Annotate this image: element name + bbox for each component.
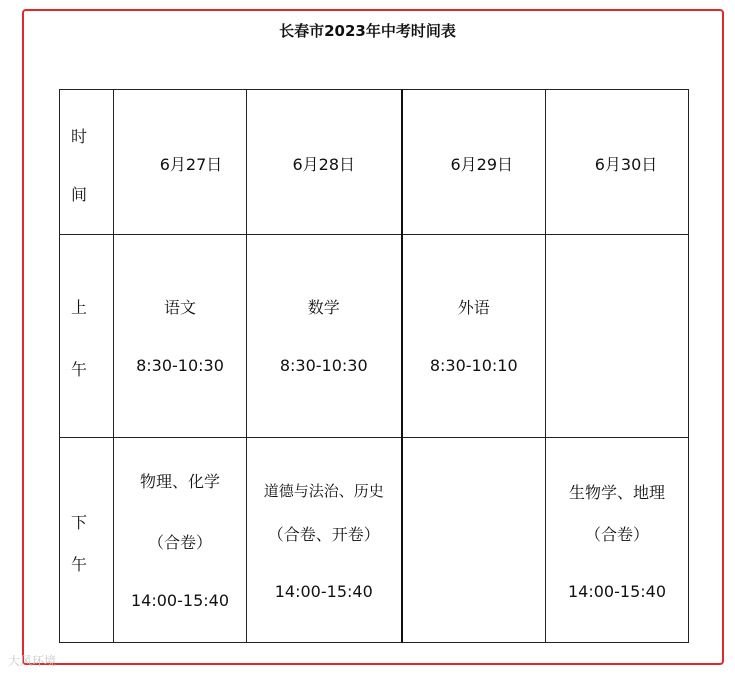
table-row bbox=[60, 438, 689, 643]
exam-note: （合卷） bbox=[584, 525, 649, 544]
morning-label-char: 午 bbox=[71, 360, 88, 379]
exam-subject: 道德与法治、历史 bbox=[263, 482, 384, 500]
table-row bbox=[60, 90, 689, 235]
afternoon-label-char: 下 bbox=[71, 513, 88, 532]
time-label-char: 间 bbox=[71, 185, 88, 204]
exam-time: 14:00-15:40 bbox=[568, 582, 666, 601]
exam-time: 8:30-10:10 bbox=[429, 356, 518, 375]
exam-note: （合卷） bbox=[147, 533, 212, 552]
exam-cell bbox=[402, 235, 546, 438]
exam-cell bbox=[247, 438, 402, 643]
exam-cell bbox=[114, 235, 247, 438]
exam-time: 8:30-10:30 bbox=[136, 356, 224, 375]
afternoon-label-cell bbox=[60, 438, 114, 643]
date-label: 6月27日 bbox=[159, 155, 223, 174]
date-header-cell bbox=[402, 90, 546, 235]
page-title: 长春市2023年中考时间表 bbox=[279, 22, 456, 40]
exam-cell bbox=[247, 235, 402, 438]
morning-label-cell bbox=[60, 235, 114, 438]
exam-subject: 语文 bbox=[163, 298, 196, 317]
exam-subject: 数学 bbox=[307, 298, 340, 317]
date-header-cell bbox=[114, 90, 247, 235]
time-label-char: 时 bbox=[71, 127, 88, 146]
exam-schedule-table bbox=[59, 89, 689, 643]
time-label-cell bbox=[60, 90, 114, 235]
date-header-cell bbox=[546, 90, 689, 235]
exam-note: （合卷、开卷） bbox=[267, 525, 380, 544]
morning-label-char: 上 bbox=[71, 298, 88, 317]
exam-cell bbox=[546, 438, 689, 643]
exam-cell-empty bbox=[546, 235, 689, 438]
exam-subject: 物理、化学 bbox=[139, 472, 220, 491]
exam-time: 8:30-10:30 bbox=[279, 356, 368, 375]
exam-cell-empty bbox=[402, 438, 546, 643]
table-row bbox=[60, 235, 689, 438]
date-header-cell bbox=[247, 90, 402, 235]
date-label: 6月28日 bbox=[292, 155, 356, 174]
exam-time: 14:00-15:40 bbox=[274, 582, 373, 601]
exam-cell bbox=[114, 438, 247, 643]
date-label: 6月30日 bbox=[594, 155, 658, 174]
exam-subject: 外语 bbox=[457, 298, 490, 317]
date-label: 6月29日 bbox=[450, 155, 514, 174]
exam-subject: 生物学、地理 bbox=[568, 483, 665, 502]
watermark-text: 大风环境 bbox=[8, 654, 57, 668]
watermark-logo bbox=[8, 652, 56, 669]
afternoon-label-char: 午 bbox=[71, 555, 88, 574]
exam-time: 14:00-15:40 bbox=[131, 591, 229, 610]
